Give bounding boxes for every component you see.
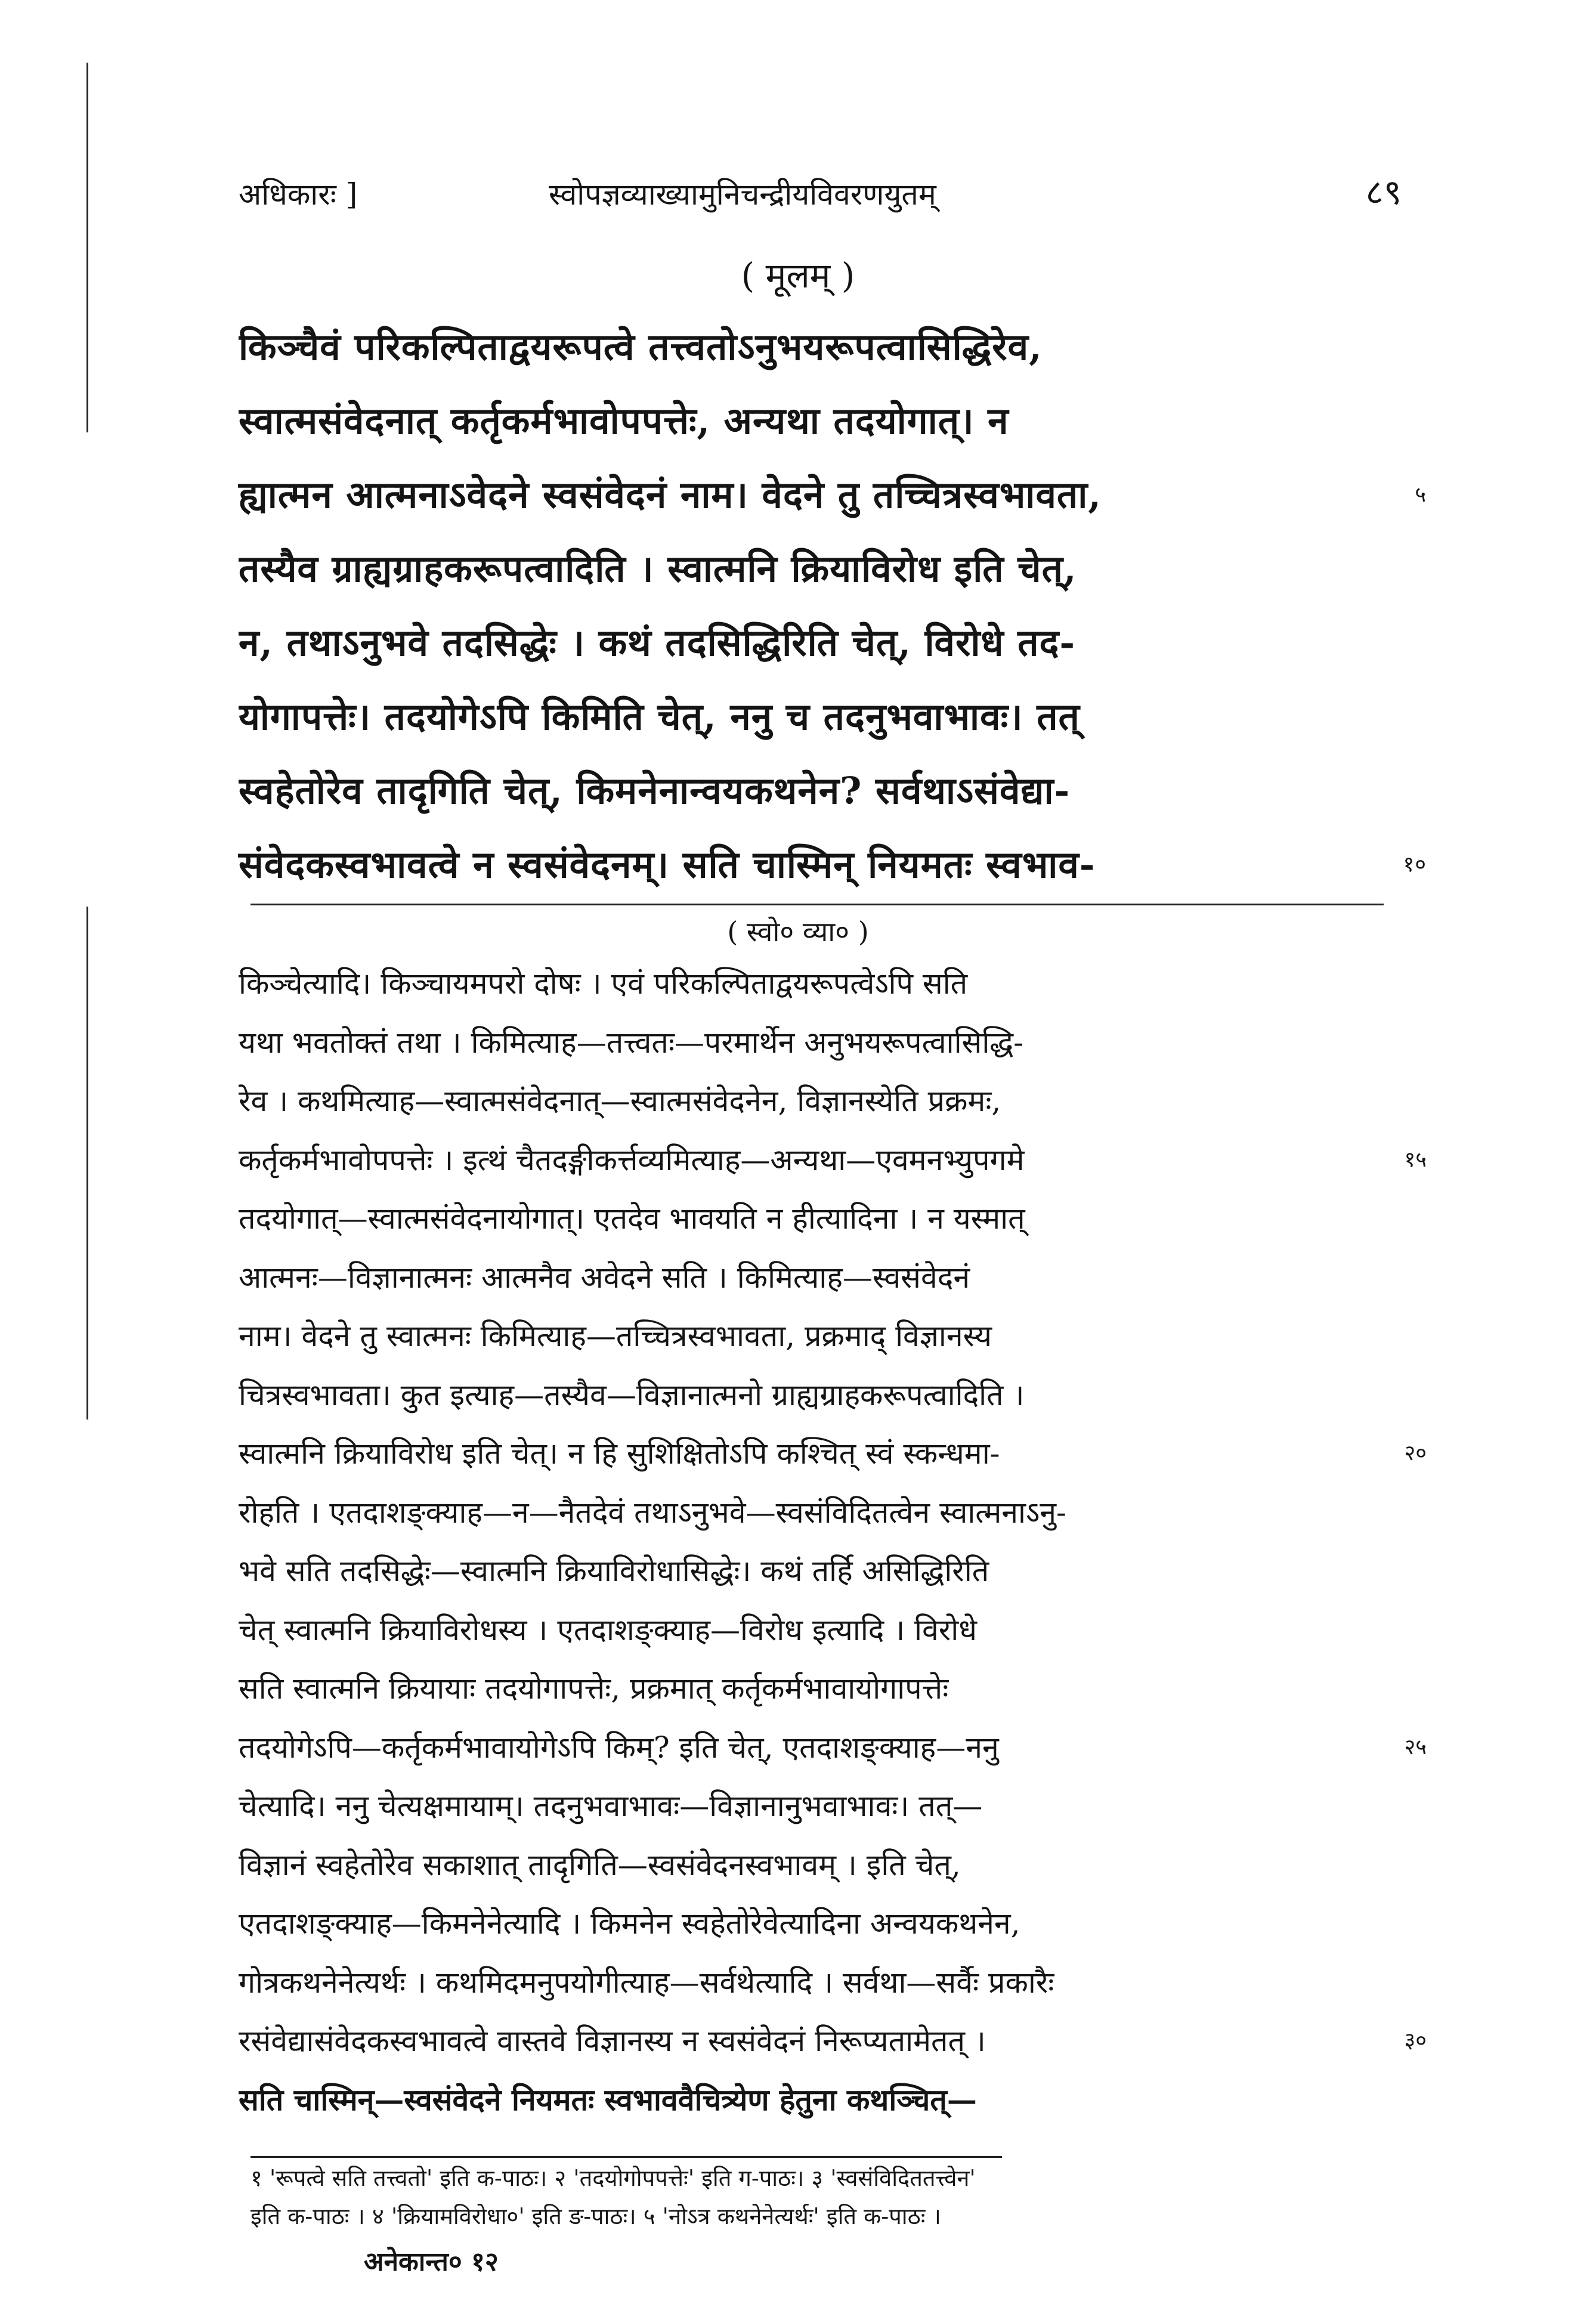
mula-line: ह्यात्मन आत्मनाऽवेदने स्वसंवेदनं नाम। वेदने तु तच्चित्रस्वभावता, ५ [239,458,1402,532]
line-number: १५ [1404,1147,1427,1172]
vyakhya-line: सति स्वात्मनि क्रियायाः तदयोगापत्तेः, प्रक्रमात् कर्तृकर्मभावायोगापत्तेः [239,1671,949,1706]
line-number: ५ [1415,483,1427,507]
vyakhya-line: कर्तृकर्मभावोपपत्तेः । इत्थं चैतदङ्गीकर्त्तव्यमित्याह—अन्यथा—एवमनभ्युपगमे १५ [239,1131,1402,1190]
vyakhya-text [239,954,1427,2129]
vyakhya-line: यथा भवतोक्तं तथा । किमित्याह—तत्त्वतः—परमार्थेन अनुभयरूपत्वासिद्धि- [239,1025,1024,1060]
vyakhya-line: रोहति । एतदाशङ्क्याह—न—नैतदेवं तथाऽनुभवे—स्वसंविदितत्वेन स्वात्मनाऽनु- [239,1495,1066,1530]
margin-rule-top [86,63,88,432]
footnotes [250,2159,1402,2235]
signature-mark: अनेकान्त० १२ [364,2247,499,2277]
line-number: ३० [1404,2028,1427,2053]
mula-line: स्वात्मसंवेदनात् कर्तृकर्मभावोपपत्तेः, अन्यथा तदयोगात्। न [239,399,1009,443]
page-number: ८९ [1365,172,1402,212]
vyakhya-line: आत्मनः—विज्ञानात्मनः आत्मनैव अवेदने सति । किमित्याह—स्वसंवेदनं [239,1260,970,1295]
mula-text [239,310,1427,902]
line-number: २० [1404,1441,1427,1465]
section-divider [250,904,1384,905]
vyakhya-line: किञ्चेत्यादि। किञ्चायमपरो दोषः । एवं परिकल्पिताद्वयरूपत्वेऽपि सति [239,966,968,1001]
line-number: १० [1403,852,1427,877]
vyakhya-line: भवे सति तदसिद्धेः—स्वात्मनि क्रियाविरोधासिद्धेः। कथं तर्हि असिद्धिरिति [239,1554,989,1588]
vyakhya-line: तदयोगात्—स्वात्मसंवेदनायोगात्। एतदेव भावयति न हीत्यादिना । न यस्मात् [239,1201,1025,1236]
mula-line: योगापत्तेः। तदयोगेऽपि किमिति चेत्, ननु च तदनुभवाभावः। तत् [239,695,1080,738]
footnote-divider [250,2156,1002,2158]
mula-title: ( मूलम् ) [741,255,855,296]
vyakhya-line: नाम। वेदने तु स्वात्मनः किमित्याह—तच्चित्रस्वभावता, प्रक्रमाद् विज्ञानस्य [239,1319,992,1353]
mula-line: संवेदकस्वभावत्वे न स्वसंवेदनम्। सति चास्मिन् नियमतः स्वभाव- १० [239,828,1402,902]
page-header [239,161,1402,227]
margin-rule-bottom [86,907,88,1419]
vyakhya-line: सति चास्मिन्—स्वसंवेदने नियमतः स्वभाववैचित्र्येण हेतुना कथञ्चित्— [239,2082,977,2117]
vyakhya-line: रेव । कथमित्याह—स्वात्मसंवेदनात्—स्वात्मसंवेदनेन, विज्ञानस्येति प्रक्रमः, [239,1084,1001,1118]
mula-line: किञ्चैवं परिकल्पिताद्वयरूपत्वे तत्त्वतोऽनुभयरूपत्वासिद्धिरेव, [239,325,1043,369]
footnote-line: १ 'रूपत्वे सति तत्त्वतो' इति क-पाठः। २ 'तदयोगोपपत्तेः' इति ग-पाठः। ३ 'स्वसंविदिततत्त्वेन' [250,2165,976,2191]
mula-line: तस्यैव ग्राह्यग्राहकरूपत्वादिति । स्वात्मनि क्रियाविरोध इति चेत्, [239,547,1077,590]
vyakhya-line: एतदाशङ्क्याह—किमनेनेत्यादि । किमनेन स्वहेतोरेवेत्यादिना अन्वयकथनेन, [239,1906,1020,1941]
mula-line: न, तथाऽनुभवे तदसिद्धेः । कथं तदसिद्धिरिति चेत्, विरोधे तद- [239,621,1076,664]
vyakhya-line: चेत्यादि। ननु चेत्यक्षमायाम्। तदनुभवाभावः—विज्ञानानुभवाभावः। तत्— [239,1789,983,1823]
vyakhya-line: रसंवेद्यासंवेदकस्वभावत्वे वास्तवे विज्ञानस्य न स्वसंवेदनं निरूप्यतामेतत् । ३० [239,2012,1402,2071]
vyakhya-line: विज्ञानं स्वहेतोरेव सकाशात् तादृगिति—स्वसंवेदनस्वभावम् । इति चेत्, [239,1847,961,1882]
vyakhya-line: गोत्रकथनेनेत्यर्थः । कथमिदमनुपयोगीत्याह—सर्वथेत्यादि । सर्वथा—सर्वैः प्रकारैः [239,1965,1054,2000]
footnote-line: इति क-पाठः । ४ 'क्रियामविरोधा०' इति ङ-पाठः। ५ 'नोऽत्र कथनेनेत्यर्थः' इति क-पाठः । [250,2203,941,2229]
vyakhya-title: ( स्वो० व्या० ) [727,916,869,948]
vyakhya-line: स्वात्मनि क्रियाविरोध इति चेत्। न हि सुशिक्षितोऽपि कश्चित् स्वं स्कन्धमा- २० [239,1424,1402,1483]
vyakhya-line: तदयोगेऽपि—कर्तृकर्मभावायोगेऽपि किम्? इति चेत्, एतदाशङ्क्याह—ननु २५ [239,1718,1402,1777]
chapter-label: अधिकारः ] [239,177,358,212]
vyakhya-line: चेत् स्वात्मनि क्रियाविरोधस्य । एतदाशङ्क्याह—विरोध इत्यादि । विरोधे [239,1612,977,1647]
vyakhya-line: चित्रस्वभावता। कुत इत्याह—तस्यैव—विज्ञानात्मनो ग्राह्यग्राहकरूपत्वादिति । [239,1377,1025,1412]
mula-line: स्वहेतोरेव तादृगिति चेत्, किमनेनान्वयकथनेन? सर्वथाऽसंवेद्या- [239,769,1071,812]
line-number: २५ [1404,1734,1427,1759]
running-title: स्वोपज्ञव्याख्यामुनिचन्द्रीयविवरणयुतम् [549,177,936,212]
